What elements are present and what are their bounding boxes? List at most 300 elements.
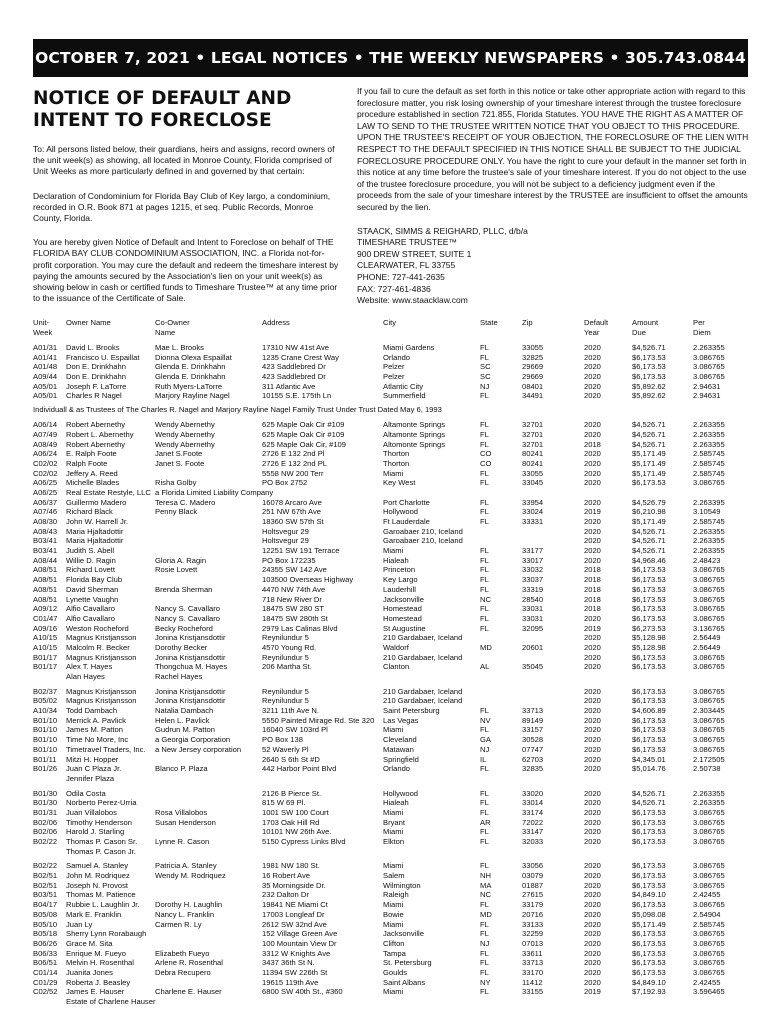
- cell-city: Altomonte Springs: [383, 439, 446, 449]
- cell-co-owner-name: Natalia Dambach: [155, 706, 214, 716]
- cell-owner-name: John M. Rodriquez: [66, 871, 130, 881]
- cell-zip: 32835: [522, 764, 544, 774]
- cell-per-diem: 3.086765: [693, 478, 725, 488]
- cell-unit-week: A08/51: [33, 594, 58, 604]
- cell-default-year: 2020: [584, 613, 601, 623]
- cell-state: AL: [480, 662, 490, 672]
- cell-amount-due: $5,171.49: [632, 517, 666, 526]
- table-row: [33, 653, 748, 663]
- cell-owner-name: Roberta J. Beasley: [66, 977, 131, 987]
- cell-city: Pelzer: [383, 372, 405, 382]
- cell-co-owner-name: Janet S.Foote: [155, 449, 203, 459]
- cell-address: 10101 NW 26th Ave.: [262, 827, 332, 837]
- cell-city: Las Vegas: [383, 715, 419, 725]
- cell-unit-week: A01/41: [33, 352, 58, 362]
- cell-default-year: 2018: [584, 565, 601, 575]
- cell-co-owner-name: Susan Henderson: [155, 817, 216, 827]
- cell-co-owner-name: Gudrun M. Patton: [155, 725, 215, 735]
- table-row: [33, 920, 748, 930]
- cell-owner-name: Alex T. Hayes: [66, 662, 113, 672]
- cell-amount-due: $4,526.71: [632, 429, 666, 439]
- header-amount-due: Amount: [632, 318, 659, 327]
- table-row: [33, 382, 748, 392]
- cell-zip: 32095: [522, 623, 544, 633]
- address-line: 900 DREW STREET, SUITE 1: [357, 248, 472, 259]
- cell-per-diem: 3.086765: [693, 686, 725, 696]
- cell-city: Saint Petersburg: [383, 706, 440, 716]
- header-row: [33, 328, 748, 338]
- cell-zip: 29669: [522, 372, 544, 382]
- cell-unit-week: A01/31: [33, 343, 58, 352]
- cell-unit-week: B02/37: [33, 686, 58, 696]
- cell-default-year: 2020: [584, 715, 601, 725]
- cell-default-year: 2020: [584, 827, 601, 837]
- cell-per-diem: 2.42455: [693, 890, 721, 900]
- cell-default-year: 2020: [584, 744, 601, 754]
- cell-address: 3437 36th St N.: [262, 958, 315, 968]
- address-line: FAX: 727-461-4836: [357, 283, 431, 294]
- cell-default-year: 2020: [584, 900, 601, 910]
- cell-owner-name: Don E. Drinkhahn: [66, 372, 126, 382]
- cell-unit-week: A08/30: [33, 517, 58, 526]
- table-row: [33, 818, 748, 828]
- cell-address: 6800 SW 40th St., #360: [262, 987, 343, 997]
- cell-owner-name: Melvin H. Rosenthal: [66, 958, 134, 968]
- cell-amount-due: $4,849.10: [632, 977, 666, 987]
- cell-co-owner-name: Risha Golby: [155, 478, 197, 488]
- cell-city: Jacksonville: [383, 594, 424, 604]
- header-state: State: [480, 318, 498, 327]
- cell-per-diem: 2.303445: [693, 706, 725, 716]
- cell-unit-week: B01/30: [33, 798, 58, 808]
- cell-city: Homestead: [383, 604, 422, 614]
- cell-city: Thorton: [383, 449, 410, 459]
- cell-default-year: 2020: [584, 536, 601, 546]
- cell-unit-week: A01/48: [33, 362, 58, 372]
- cell-zip: 01887: [522, 880, 544, 890]
- cell-per-diem: 3.086765: [693, 807, 725, 817]
- cell-co-owner-name: Janet S. Foote: [155, 458, 205, 468]
- table-row: [33, 958, 748, 968]
- cell-state: FL: [480, 546, 489, 556]
- cell-city: Homestead: [383, 613, 422, 623]
- cell-zip: 33045: [522, 478, 544, 488]
- cell-co-owner-name: Jonina Kristjansdottir: [155, 686, 226, 696]
- cell-zip: 32701: [522, 439, 544, 449]
- cell-city: Miami: [383, 807, 404, 817]
- cell-owner-name: Thomas P. Cason Sr.: [66, 837, 138, 846]
- cell-address: 625 Maple Oak Cir #109: [262, 420, 345, 430]
- cell-per-diem: 3.086765: [693, 584, 725, 594]
- cell-per-diem: 3.086765: [693, 900, 725, 910]
- cell-per-diem: 3.086765: [693, 372, 725, 382]
- header-unit-week: Unit-: [33, 318, 50, 327]
- cell-owner-name: Malcolm R. Becker: [66, 642, 130, 652]
- cell-co-owner-name: Wendy Abernethy: [155, 429, 215, 439]
- cell-amount-due: $4,526.71: [632, 420, 666, 430]
- cell-address: 4570 Young Rd.: [262, 642, 317, 652]
- cell-unit-week: B01/17: [33, 652, 58, 662]
- cell-default-year: 2020: [584, 977, 601, 987]
- cell-state: FL: [480, 948, 489, 958]
- table-row: [33, 343, 748, 353]
- notice-paragraph-cure: If you fail to cure the default as set forth in this notice or take other appropriate action with regard to this foreclosure matter, you risk losing ownership of your timeshare interest through the trustee foreclosure procedure established in section 721.855, Florida Statutes. YOU HAVE THE RIGHT AS A MATTER OF LAW TO SEND TO THE TRUSTEE WRITTEN NOTICE THAT YOU OBJECT TO THIS PROCEDURE. UPON THE TRUSTEE'S RECEIPT OF YOUR OBJECTION, THE FORECLOSURE OF THE LIEN WITH RESPECT TO THE DEFAULT SPECIFIED IN THIS NOTICE SHALL BE SUBJECT TO THE JUDICIAL FORECLOSURE PROCEDURE ONLY. You have the right to cure your default in the manner set forth in this notice at any time before the trustee's sale of your timeshare interest. If you do not object to the use of the trustee foreclosure procedure, you will not be subject to a deficiency judgment even if the proceeds from the sale of your timeshare interest by the TRUSTEE are insufficient to offset the amounts secured by the lien.: [357, 86, 749, 212]
- cell-unit-week: B04/17: [33, 900, 58, 910]
- cell-amount-due: $5,128.98: [632, 633, 666, 643]
- cell-state: FL: [480, 468, 489, 478]
- cell-zip: 07013: [522, 938, 544, 948]
- cell-co-owner-name: Wendy M. Rodriquez: [155, 871, 226, 881]
- cell-default-year: 2020: [584, 817, 601, 827]
- cell-owner-name: Richard Black: [66, 507, 113, 517]
- cell-co-owner-name: Jonina Kristjansdottir: [155, 696, 226, 706]
- cell-default-year: 2018: [584, 439, 601, 449]
- table-group: [33, 687, 748, 784]
- cell-city: Miami Gardens: [383, 343, 435, 352]
- cell-state: FL: [480, 575, 489, 585]
- cell-owner-name: Charles R Nagel: [66, 391, 122, 401]
- cell-state: FL: [480, 343, 489, 352]
- cell-unit-week: A09/16: [33, 623, 58, 633]
- cell-unit-week: B01/11: [33, 754, 57, 764]
- cell-address: 11394 SW 226th St: [262, 967, 328, 977]
- cell-owner-name: Alfio Cavallaro: [66, 613, 115, 623]
- cell-amount-due: $4,526.71: [632, 546, 666, 556]
- cell-unit-week: A08/51: [33, 575, 58, 585]
- cell-amount-due: $4,526.71: [632, 788, 666, 798]
- cell-address: 3312 W Knights Ave: [262, 948, 331, 958]
- cell-address: 10155 S.E. 175th Ln: [262, 391, 332, 401]
- table-row: [33, 498, 748, 508]
- cell-owner-name: Juanita Jones: [66, 967, 113, 977]
- cell-co-owner-name: Jonina Kristjansdottir: [155, 652, 226, 662]
- cell-default-year: 2020: [584, 967, 601, 977]
- cell-co-owner-name: Penny Black: [155, 507, 198, 517]
- cell-address: 18475 SW 280th St: [262, 613, 328, 623]
- cell-amount-due: $6,173.53: [632, 715, 666, 725]
- cell-amount-due: $6,173.53: [632, 362, 666, 372]
- cell-default-year: 2020: [584, 837, 601, 846]
- cell-address: 442 Harbor Point Blvd: [262, 764, 337, 774]
- cell-per-diem: 3.086765: [693, 715, 725, 725]
- cell-unit-week: B02/22: [33, 861, 58, 871]
- header-city: City: [383, 318, 397, 327]
- cell-owner-name: Thomas P. Cason Jr.: [66, 846, 136, 856]
- cell-city: Princeton: [383, 565, 416, 575]
- cell-amount-due: $6,173.53: [632, 594, 666, 604]
- cell-zip: 33611: [522, 948, 543, 958]
- cell-owner-name: James M. Patton: [66, 725, 123, 735]
- cell-owner-name: Harold J. Starling: [66, 827, 125, 837]
- header-zip: Zip: [522, 318, 533, 327]
- cell-amount-due: $6,173.53: [632, 744, 666, 754]
- header-co-owner-name: Co-Owner: [155, 318, 190, 327]
- cell-address: 24355 SW 142 Ave: [262, 565, 327, 575]
- table-group: [33, 789, 748, 857]
- table-row: [33, 968, 748, 978]
- cell-amount-due: $4,849.10: [632, 890, 666, 900]
- cell-unit-week: B05/18: [33, 929, 58, 939]
- cell-per-diem: 3.086765: [693, 652, 725, 662]
- cell-default-year: 2020: [584, 352, 601, 362]
- cell-city: Clifton: [383, 938, 405, 948]
- cell-default-year: 2020: [584, 807, 601, 817]
- cell-owner-name: Willie D. Ragin: [66, 555, 116, 565]
- cell-owner-name: Maria Hjaltadottir: [66, 536, 124, 546]
- cell-state: FL: [480, 584, 489, 594]
- cell-per-diem: 2.585745: [693, 449, 725, 459]
- cell-address: 1235 Crane Crest Way: [262, 352, 339, 362]
- cell-zip: 20601: [522, 642, 544, 652]
- cell-unit-week: A05/01: [33, 391, 58, 401]
- cell-owner-name: Samuel A. Stanley: [66, 861, 129, 871]
- cell-per-diem: 3.086765: [693, 817, 725, 827]
- cell-state: FL: [480, 613, 489, 623]
- cell-state: FL: [480, 706, 489, 716]
- cell-unit-week: B03/41: [33, 536, 58, 546]
- cell-zip: 33055: [522, 468, 544, 478]
- cell-zip: 33037: [522, 575, 544, 585]
- trustee-address: [357, 226, 749, 307]
- table-row: [33, 672, 748, 682]
- address-line: PHONE: 727-441-2635: [357, 271, 445, 282]
- cell-per-diem: 2.42455: [693, 977, 721, 987]
- cell-co-owner-name: Arlene R. Rosenthal: [155, 958, 223, 968]
- cell-owner-name: Magnus Kristjansson: [66, 686, 137, 696]
- table-row: [33, 890, 748, 900]
- cell-city: Garoabaer 210, Iceland: [383, 526, 463, 536]
- header-unit-week: Week: [33, 328, 53, 337]
- cell-per-diem: 3.086765: [693, 613, 725, 623]
- cell-address: 1703 Oak Hill Rd: [262, 817, 320, 827]
- cell-owner-name: Norberto Perez-Urria: [66, 798, 137, 808]
- cell-owner-name: Odila Costa: [66, 788, 106, 798]
- cell-address: 2612 SW 32nd Ave: [262, 919, 327, 929]
- cell-address: 16078 Arcaro Ave: [262, 497, 322, 507]
- cell-per-diem: 2.50738: [693, 764, 721, 774]
- cell-zip: 27615: [522, 890, 544, 900]
- cell-per-diem: 3.086765: [693, 744, 725, 754]
- cell-state: NJ: [480, 938, 490, 948]
- cell-amount-due: $6,173.53: [632, 584, 666, 594]
- cell-amount-due: $6,173.53: [632, 725, 666, 735]
- cell-zip: 35045: [522, 662, 544, 672]
- cell-owner-name: Joseph F. LaTorre: [66, 381, 127, 391]
- table-row: [33, 696, 748, 706]
- cell-owner-name: Joseph N. Provost: [66, 880, 129, 890]
- cell-default-year: 2020: [584, 652, 601, 662]
- address-line: STAACK, SIMMS & REIGHARD, PLLC, d/b/a: [357, 225, 528, 236]
- cell-amount-due: $6,173.53: [632, 575, 666, 585]
- cell-per-diem: 2.263395: [693, 497, 725, 507]
- cell-co-owner-name: a Florida Limited Liability Company: [155, 487, 274, 497]
- address-line: TIMESHARE TRUSTEE™: [357, 237, 457, 248]
- cell-city: Hollywood: [383, 507, 419, 517]
- cell-zip: 28540: [522, 594, 544, 604]
- cell-owner-name: E. Ralph Foote: [66, 449, 117, 459]
- cell-co-owner-name: Glenda E. Drinkhahn: [155, 362, 226, 372]
- cell-per-diem: 3.086765: [693, 565, 725, 575]
- cell-zip: 33157: [522, 725, 544, 735]
- cell-city: Elkton: [383, 837, 405, 846]
- notice-paragraph-to: To: All persons listed below, their guardians, heirs and assigns, record owners of the unit week(s) as showing, all located in Monroe County, Florida comprised of Unit Weeks as more particularly defined in and governed by that certain:: [33, 144, 335, 177]
- cell-amount-due: $4,526.71: [632, 526, 666, 536]
- cell-default-year: 2020: [584, 633, 601, 643]
- cell-default-year: 2020: [584, 381, 601, 391]
- cell-state: GA: [480, 735, 491, 745]
- cell-city: Clanton: [383, 662, 410, 672]
- cell-zip: 33032: [522, 565, 544, 575]
- cell-city: Altamonte Springs: [383, 429, 446, 439]
- cell-city: Saint Albans: [383, 977, 426, 987]
- cell-state: FL: [480, 565, 489, 575]
- cell-city: Orlando: [383, 352, 411, 362]
- cell-per-diem: 3.086765: [693, 861, 725, 871]
- cell-owner-name: Alfio Cavallaro: [66, 604, 115, 614]
- cell-owner-name: Robert Abernethy: [66, 439, 126, 449]
- table-row: [33, 827, 748, 837]
- cell-unit-week: A09/12: [33, 604, 58, 614]
- cell-address: 5558 NW 200 Terr: [262, 468, 324, 478]
- cell-state: FL: [480, 478, 489, 488]
- table-row: [33, 881, 748, 891]
- cell-city: Hollywood: [383, 788, 419, 798]
- cell-amount-due: $4,526.71: [632, 439, 666, 449]
- cell-default-year: 2020: [584, 735, 601, 745]
- cell-address: 19615 119th Ave: [262, 977, 319, 987]
- cell-amount-due: $6,173.53: [632, 662, 666, 672]
- cell-city: Orlando: [383, 764, 411, 774]
- table-row: [33, 861, 748, 871]
- cell-unit-week: A06/25: [33, 487, 58, 497]
- cell-state: FL: [480, 352, 489, 362]
- table-row: [33, 706, 748, 716]
- cell-amount-due: $5,171.49: [632, 449, 666, 459]
- cell-per-diem: 3.086765: [693, 662, 725, 672]
- cell-city: Matawan: [383, 744, 414, 754]
- cell-per-diem: 2.263355: [693, 420, 725, 430]
- cell-per-diem: 2.263355: [693, 526, 725, 536]
- cell-owner-name: Timothy Henderson: [66, 817, 132, 827]
- cell-amount-due: $5,014.76: [632, 764, 666, 774]
- cell-owner-name: Mark E. Franklin: [66, 909, 122, 919]
- table-row: [33, 430, 748, 440]
- cell-per-diem: 3.086765: [693, 735, 725, 745]
- cell-address: 815 W 69 Pl.: [262, 798, 306, 808]
- header-address: Address: [262, 318, 290, 327]
- cell-address: 5550 Painted Mirage Rd. Ste 320: [262, 715, 375, 725]
- cell-state: FL: [480, 764, 489, 774]
- cell-address: 18360 SW 57th St: [262, 517, 324, 526]
- cell-unit-week: A06/14: [33, 420, 58, 430]
- table-row: [33, 546, 748, 556]
- cell-amount-due: $6,210.98: [632, 507, 666, 517]
- cell-zip: 33174: [522, 807, 544, 817]
- cell-per-diem: 3.086765: [693, 827, 725, 837]
- cell-address: 423 Saddlebred Dr: [262, 372, 326, 382]
- cell-amount-due: $6,173.53: [632, 938, 666, 948]
- cell-co-owner-name: Teresa C. Madero: [155, 497, 216, 507]
- table-row: [33, 900, 748, 910]
- cell-unit-week: B02/51: [33, 880, 58, 890]
- cell-co-owner-name: Becky Rocheford: [155, 623, 213, 633]
- table-row: [33, 536, 748, 546]
- notice-paragraph-declaration: Declaration of Condominium for Florida Bay Club of Key largo, a condominium, recorded in O.R. Book 871 at pages 1215, et seq. Public Records, Monroe County, Florida.: [33, 190, 331, 224]
- table-row: [33, 687, 748, 697]
- cell-city: Altamonte Springs: [383, 420, 446, 430]
- table-row: [33, 837, 748, 847]
- cell-per-diem: 2.263355: [693, 788, 725, 798]
- cell-city: Key West: [383, 478, 416, 488]
- cell-owner-name: Michelle Blades: [66, 478, 120, 488]
- cell-zip: 33147: [522, 827, 544, 837]
- cell-default-year: 2020: [584, 546, 601, 556]
- table-header: [33, 318, 748, 338]
- cell-default-year: 2020: [584, 555, 601, 565]
- cell-city: Bryant: [383, 817, 405, 827]
- cell-co-owner-name: Debra Recupero: [155, 967, 211, 977]
- cell-state: FL: [480, 807, 489, 817]
- table-row: [33, 789, 748, 799]
- table-row: [33, 478, 748, 488]
- table-row: [33, 929, 748, 939]
- cell-city: Miami: [383, 725, 404, 735]
- cell-city: Cleveland: [383, 735, 417, 745]
- cell-address: 625 Maple Oak Cir, #109: [262, 439, 347, 449]
- cell-default-year: 2020: [584, 662, 601, 672]
- cell-default-year: 2018: [584, 594, 601, 604]
- cell-amount-due: $5,892.62: [632, 391, 666, 401]
- cell-owner-name: David L. Brooks: [66, 343, 120, 352]
- table-row: [33, 978, 748, 988]
- cell-amount-due: $6,173.53: [632, 372, 666, 382]
- cell-owner-name: Lynette Vaughn: [66, 594, 119, 604]
- cell-per-diem: 3.086765: [693, 594, 725, 604]
- cell-state: FL: [480, 967, 489, 977]
- cell-unit-week: A08/49: [33, 439, 58, 449]
- cell-owner-name: Francisco U. Espaillat: [66, 352, 140, 362]
- table-row: [33, 725, 748, 735]
- cell-city: St Augustine: [383, 623, 426, 633]
- cell-owner-name: Magnus Kristjansson: [66, 696, 137, 706]
- cell-per-diem: 2.585745: [693, 458, 725, 468]
- cell-amount-due: $6,173.53: [632, 837, 666, 846]
- cell-per-diem: 2.263355: [693, 536, 725, 546]
- trust-note: Individuall & as Trustees of The Charles R. Nagel and Marjory Rayline Nagel Family Trust Under Trust Dated May 6, 1993: [33, 405, 442, 415]
- cell-unit-week: B01/26: [33, 764, 58, 774]
- cell-address: 1981 NW 180 St.: [262, 861, 320, 871]
- notice-left-column: [33, 88, 343, 317]
- cell-per-diem: 2.56449: [693, 642, 721, 652]
- cell-state: FL: [480, 604, 489, 614]
- table-row: [33, 488, 748, 498]
- cell-address: Holtsvegur 29: [262, 536, 309, 546]
- cell-unit-week: C02/52: [33, 987, 58, 997]
- cell-city: Salem: [383, 871, 405, 881]
- cell-amount-due: $6,173.53: [632, 880, 666, 890]
- cell-state: NV: [480, 715, 491, 725]
- cell-state: FL: [480, 420, 489, 430]
- cell-default-year: 2020: [584, 948, 601, 958]
- cell-state: IL: [480, 754, 487, 764]
- header-per-diem: Diem: [693, 328, 711, 337]
- cell-zip: 80241: [522, 449, 544, 459]
- cell-state: SC: [480, 372, 491, 382]
- cell-co-owner-name: Nancy S. Cavallaro: [155, 604, 220, 614]
- cell-default-year: 2020: [584, 458, 601, 468]
- cell-unit-week: B05/08: [33, 909, 58, 919]
- cell-amount-due: $5,098.08: [632, 909, 666, 919]
